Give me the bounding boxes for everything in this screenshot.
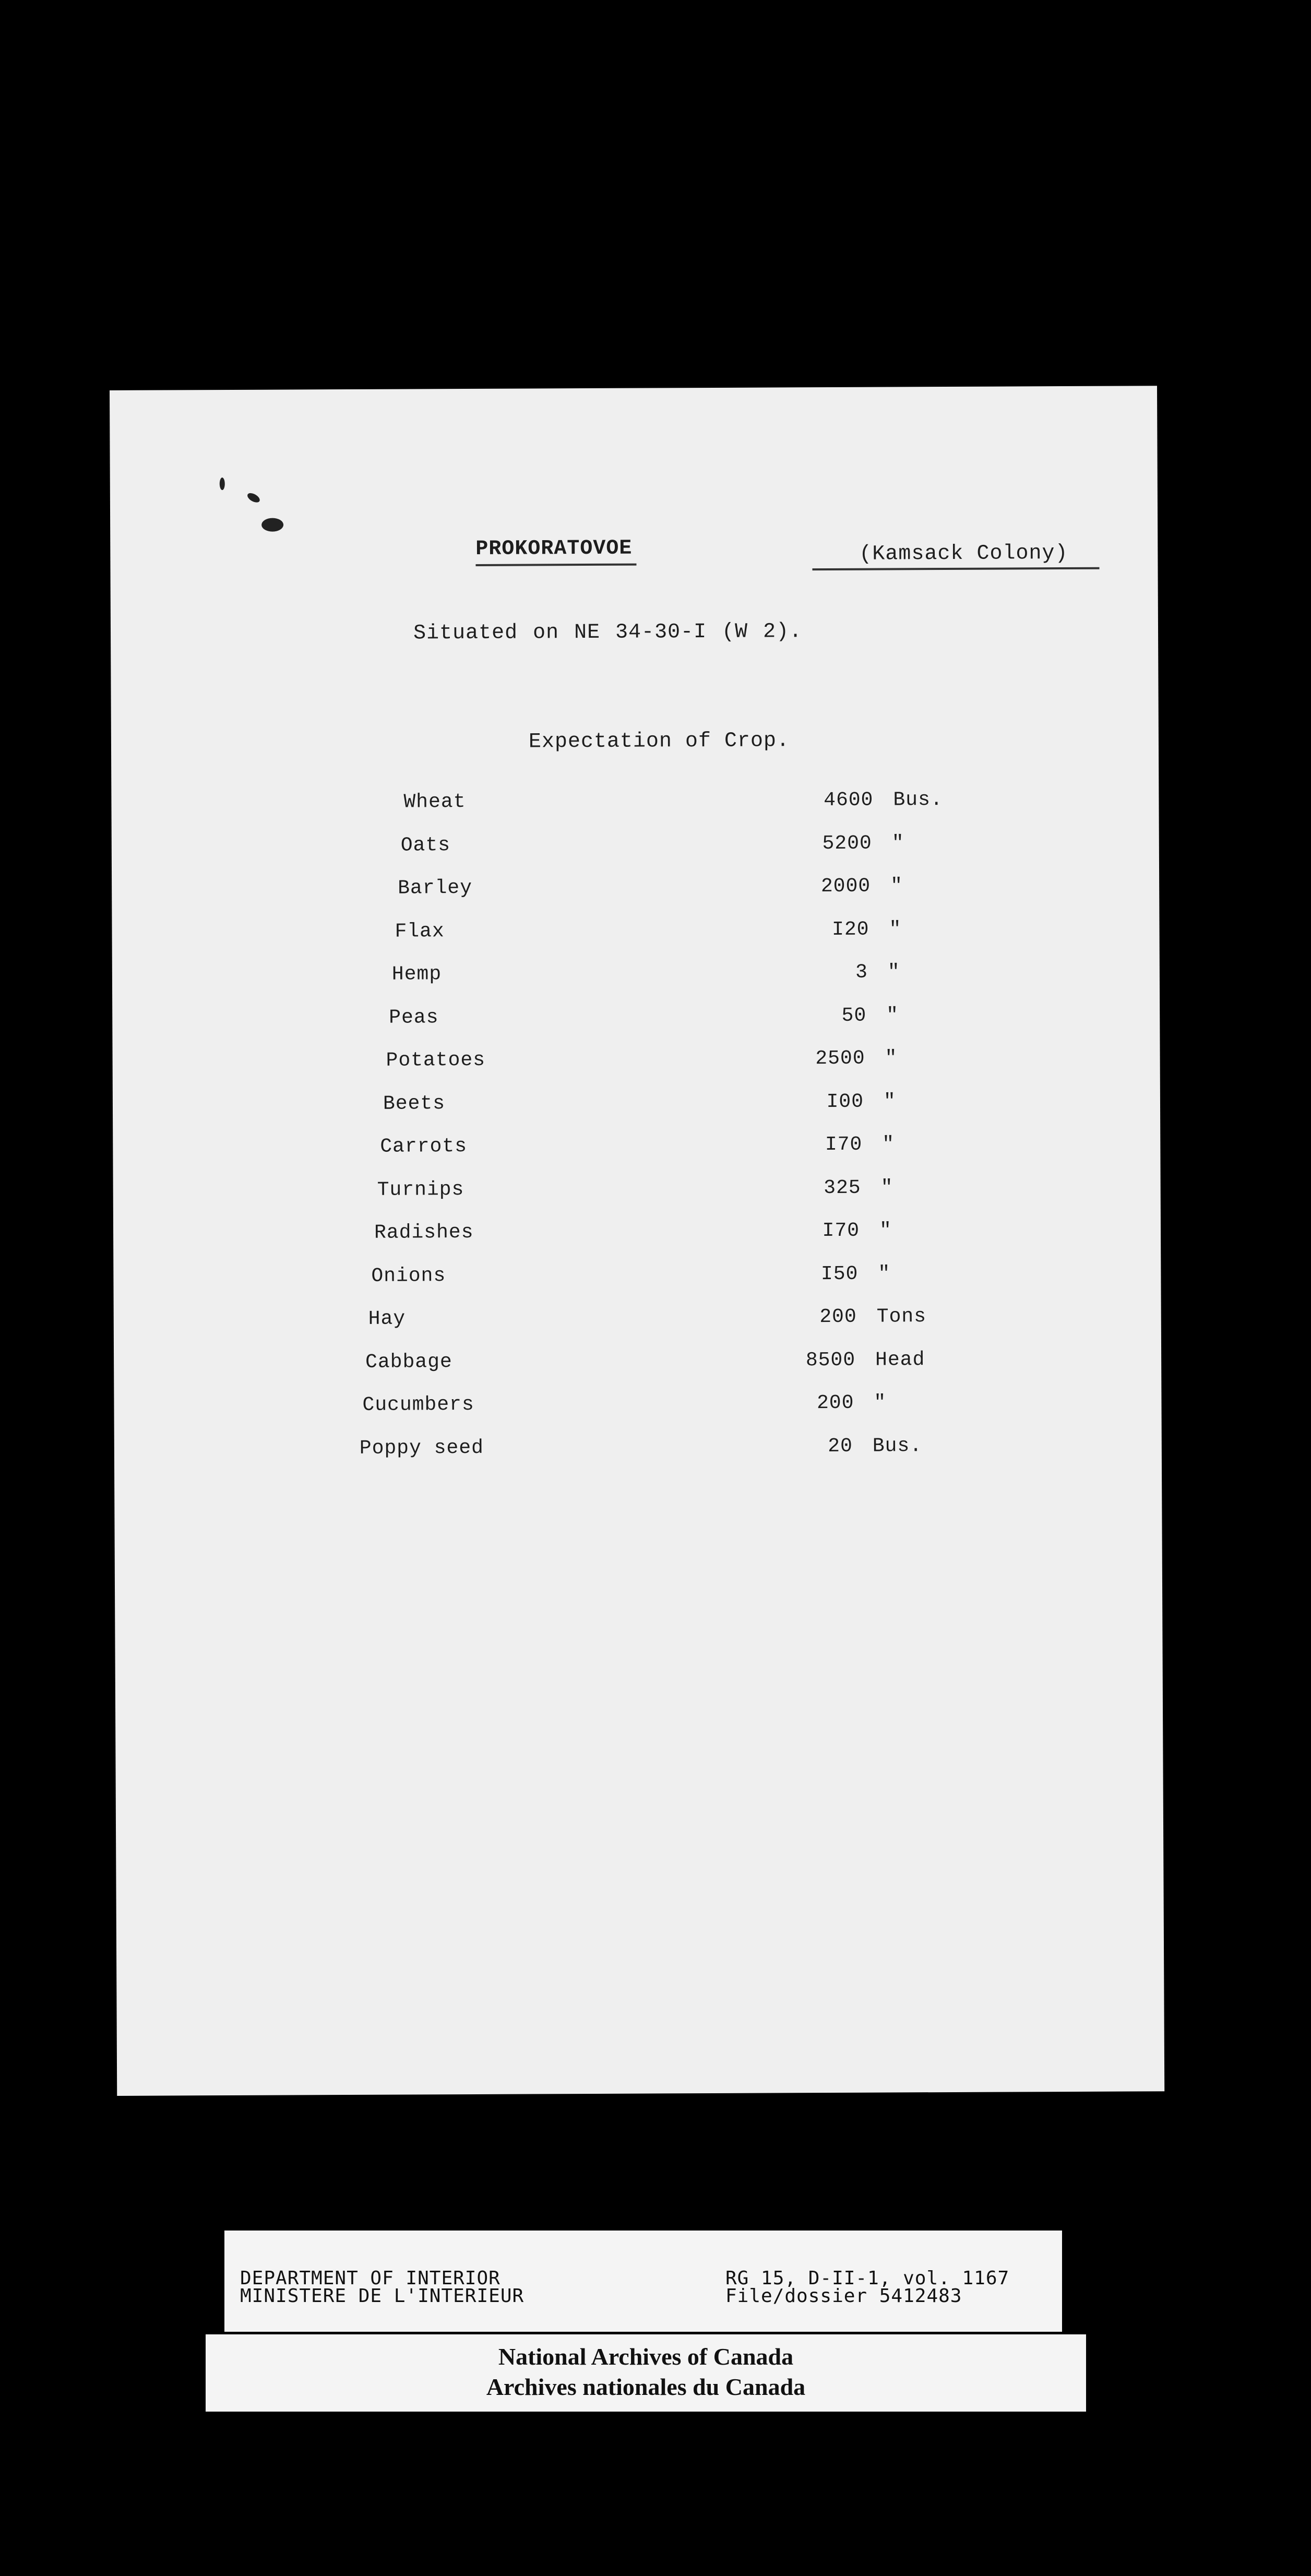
crop-name: Hay [368, 1307, 406, 1330]
crop-row [113, 1261, 1161, 1297]
crop-unit: Bus. [872, 1434, 923, 1458]
department-fr: MINISTERE DE L'INTERIEUR [240, 2285, 525, 2307]
crop-name: Onions [371, 1264, 446, 1287]
crop-row [112, 1003, 1160, 1039]
crop-row [113, 1132, 1160, 1168]
crop-quantity: I70 [825, 1133, 863, 1156]
crop-unit: " [890, 875, 903, 898]
crop-row [112, 917, 1159, 953]
crop-quantity: 50 [841, 1004, 867, 1027]
crop-unit: Head [875, 1348, 925, 1372]
crop-row [114, 1304, 1161, 1340]
typed-document-page [110, 386, 1164, 2096]
section-heading: Expectation of Crop. [528, 729, 790, 754]
crop-row [114, 1434, 1162, 1470]
archives-banner [206, 2334, 1086, 2412]
crop-unit: Bus. [893, 789, 943, 812]
ink-mark [220, 478, 225, 490]
crop-quantity: 3 [855, 961, 868, 984]
crop-unit: " [886, 1004, 899, 1027]
crop-row [112, 874, 1159, 910]
crop-quantity: 8500 [805, 1349, 856, 1372]
department-en: DEPARTMENT OF INTERIOR [240, 2268, 500, 2289]
crop-row [114, 1347, 1161, 1384]
archive-reference-label [224, 2231, 1062, 2332]
crop-name: Turnips [377, 1178, 464, 1201]
crop-name: Wheat [403, 791, 466, 814]
crop-name: Hemp [391, 963, 442, 986]
crop-quantity: I20 [832, 918, 869, 941]
crop-quantity: 2000 [820, 875, 871, 898]
crop-row [111, 788, 1159, 824]
crop-row [113, 1175, 1161, 1211]
crop-quantity: I50 [820, 1262, 859, 1285]
archives-name-en: National Archives of Canada [498, 2343, 794, 2370]
crop-unit: " [891, 831, 904, 854]
crop-quantity: I00 [826, 1090, 864, 1113]
crop-name: Cucumbers [362, 1393, 474, 1416]
crop-name: Potatoes [386, 1048, 486, 1072]
crop-row [112, 831, 1159, 867]
crop-name: Peas [389, 1006, 439, 1029]
crop-unit: " [887, 961, 900, 984]
crop-row [112, 960, 1160, 996]
crop-row [114, 1390, 1161, 1426]
crop-unit: Tons [876, 1305, 927, 1328]
crop-quantity: 5200 [822, 832, 872, 855]
colony-label: (Kamsack Colony) [812, 542, 1099, 570]
crop-name: Oats [400, 833, 451, 857]
crop-quantity: 2500 [815, 1047, 865, 1070]
crop-name: Cabbage [365, 1350, 452, 1374]
crop-row [113, 1089, 1160, 1125]
crop-name: Beets [383, 1092, 446, 1115]
crop-name: Radishes [374, 1221, 474, 1244]
crop-quantity: 200 [816, 1391, 854, 1415]
ink-mark [261, 518, 283, 532]
crop-unit: " [874, 1391, 887, 1414]
crop-quantity: 200 [819, 1305, 857, 1329]
crop-unit: " [889, 917, 902, 940]
document-title: PROKORATOVOE [475, 537, 636, 566]
crop-name: Flax [395, 920, 445, 943]
crop-row [113, 1218, 1161, 1254]
crop-name: Poppy seed [359, 1436, 484, 1460]
ink-mark [246, 491, 261, 504]
crop-name: Barley [398, 876, 473, 900]
crop-quantity: 325 [824, 1176, 861, 1199]
crop-unit: " [880, 1176, 893, 1199]
file-number: File/dossier 5412483 [725, 2285, 962, 2307]
location-line: Situated on NE 34-30-I (W 2). [413, 620, 803, 646]
crop-unit: " [883, 1090, 896, 1113]
crop-unit: " [878, 1262, 891, 1285]
crop-quantity: 20 [828, 1435, 853, 1458]
crop-quantity: 4600 [824, 789, 874, 812]
crop-quantity: I70 [822, 1219, 860, 1243]
archives-name-fr: Archives nationales du Canada [486, 2374, 806, 2400]
crop-row [113, 1046, 1160, 1082]
crop-unit: " [882, 1133, 895, 1156]
crop-unit: " [885, 1047, 898, 1070]
crop-name: Carrots [380, 1135, 468, 1158]
crop-unit: " [879, 1219, 892, 1242]
record-group-reference: RG 15, D-II-1, vol. 1167 [725, 2268, 1010, 2289]
